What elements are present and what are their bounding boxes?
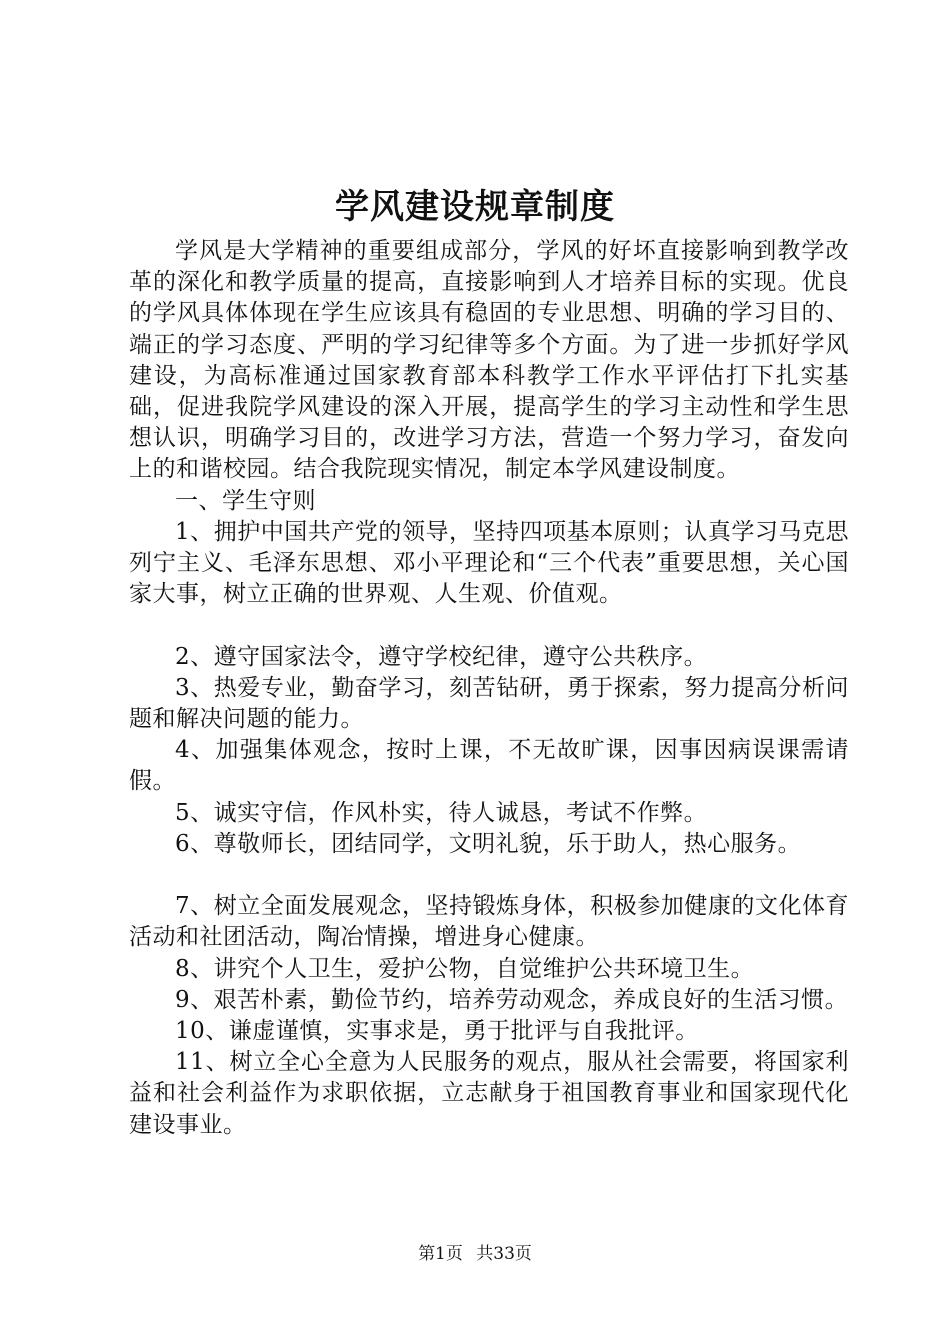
rule-item: 10、谦虚谨慎，实事求是，勇于批评与自我批评。 (175, 1018, 699, 1045)
page-number: 第1页 (418, 1244, 463, 1264)
document-body (129, 236, 849, 1141)
rule-item: 11、树立全心全意为人民服务的观点，服从社会需要，将国家利益和社会利益作为求职依据，立志献身于祖国教育事业和国家现代化建设事业。 (129, 1049, 849, 1138)
page-footer (0, 1242, 950, 1266)
rule-item: 2、遵守国家法令，遵守学校纪律，遵守公共秩序。 (175, 643, 708, 670)
page-total: 共33页 (476, 1244, 532, 1264)
rule-item: 4、加强集体观念，按时上课，不无故旷课，因事因病误课需请假。 (129, 737, 849, 795)
intro-paragraph: 学风是大学精神的重要组成部分，学风的好坏直接影响到教学改革的深化和教学质量的提高，直接影响到人才培养目标的实现。优良的学风具体体现在学生应该具有稳固的专业思想、明确的学习目的、端正的学习态度、严明的学习纪律等多个方面。为了进一步抓好学风建设，为高标准通过国家教育部本科教学工作水平评估打下扎实基础，促进我院学风建设的深入开展，提高学生的学习主动性和学生思想认识，明确学习目的，改进学习方法，营造一个努力学习，奋发向上的和谐校园。结合我院现实情况，制定本学风建设制度。 (129, 238, 849, 483)
document-title: 学风建设规章制度 (335, 187, 615, 227)
section-heading: 一、学生守则 (175, 487, 316, 514)
rule-item: 3、热爱专业，勤奋学习，刻苦钻研，勇于探索，努力提高分析问题和解决问题的能力。 (129, 674, 849, 733)
rule-item: 6、尊敬师长，团结同学，文明礼貌，乐于助人，热心服务。 (175, 830, 802, 857)
rule-item: 7、树立全面发展观念，坚持锻炼身体，积极参加健康的文化体育活动和社团活动，陶冶情操，增进身心健康。 (129, 893, 849, 951)
rule-item: 1、拥护中国共产党的领导，坚持四项基本原则；认真学习马克思列宁主义、毛泽东思想、邓小平理论和“三个代表”重要思想，关心国家大事，树立正确的世界观、人生观、价值观。 (129, 518, 849, 608)
rule-item: 5、诚实守信，作风朴实，待人诚恳，考试不作弊。 (175, 799, 708, 826)
rule-item: 8、讲究个人卫生，爱护公物，自觉维护公共环境卫生。 (175, 955, 755, 982)
rule-item: 9、艰苦朴素，勤俭节约，培养劳动观念，养成良好的生活习惯。 (175, 986, 849, 1013)
